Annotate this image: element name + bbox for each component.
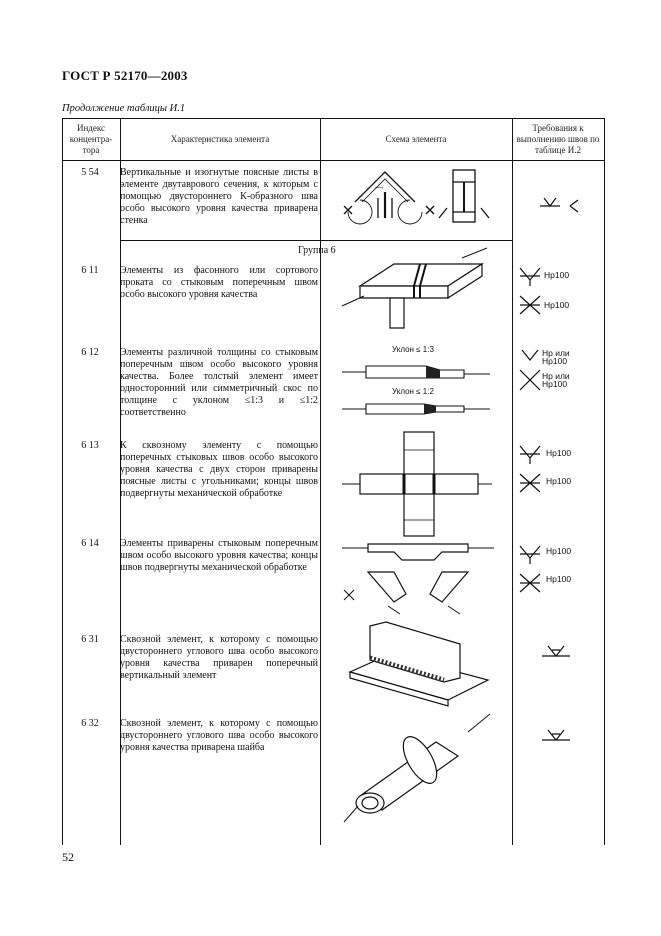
svg-text:—: — — [375, 183, 383, 192]
weld-label: Hp100 — [542, 379, 568, 389]
column-header-index: Индекс концентра-тора — [69, 123, 113, 155]
document-code: ГОСТ Р 52170—2003 — [62, 68, 188, 83]
weld-label: Hp100 — [544, 270, 570, 280]
row-index: 6 14 — [81, 538, 99, 549]
weld-symbol-5-54 — [530, 186, 600, 226]
row-description: Элементы из фасонного или сортового проката со стыковым поперечным швом особо высокого уровня качества — [120, 265, 318, 300]
scheme-6-14-diagram — [338, 530, 498, 620]
row-index: 6 13 — [81, 440, 99, 451]
row-description: Сквозной элемент, к которому с помощью двустороннего углового шва особо высокого уровня качества приварена шайба — [120, 718, 318, 753]
weld-label: Hp100 — [544, 300, 570, 310]
weld-symbol-6-31 — [540, 640, 580, 664]
weld-label: Hp100 — [546, 574, 572, 584]
weld-symbol-6-12 — [518, 344, 602, 394]
page-number: 52 — [62, 850, 74, 864]
weld-symbol-6-13 — [516, 440, 600, 500]
row-description: К сквозному элементу с помощью поперечных стыковых швов особо высокого уровня качества с двух сторон приварены поясные листы с угольниками; концы швов подвергнуты механической обработке — [120, 440, 318, 499]
group-label: Группа 6 — [298, 245, 336, 256]
row-index: 5 54 — [81, 167, 99, 178]
weld-symbol-6-11 — [516, 262, 600, 322]
weld-label: Hp100 — [542, 356, 568, 366]
weld-label: Hp или — [542, 348, 570, 358]
scheme-6-13-diagram — [342, 430, 492, 540]
slope-label: Уклон ≤ 1:2 — [392, 387, 434, 396]
weld-symbol-6-14 — [516, 540, 600, 600]
weld-label: Hp100 — [546, 546, 572, 556]
scheme-6-11-diagram — [342, 258, 492, 338]
weld-label: Hp100 — [546, 448, 572, 458]
weld-label: Hp100 — [546, 476, 572, 486]
scheme-6-32-diagram — [340, 710, 500, 820]
slope-label: Уклон ≤ 1:3 — [392, 345, 434, 354]
row-index: 6 12 — [81, 347, 99, 358]
column-header-requirements: Требования к выполнению швов по таблице И.2 — [516, 123, 600, 155]
weld-symbol-6-32 — [540, 724, 580, 748]
row-description: Элементы различной толщины со стыковым поперечным швом особо высокого уровня качества. Более толстый элемент имеет односторонний или симметричный скос по толщине с уклоном ≤1:3 и ≤1:2 соответственно — [120, 347, 318, 418]
weld-label: Hp или — [542, 371, 570, 381]
column-header-scheme: Схема элемента — [385, 134, 447, 144]
column-header-characteristic: Характеристика элемента — [170, 134, 270, 144]
table-continuation-caption: Продолжение таблицы И.1 — [62, 103, 186, 114]
row-index: 6 31 — [81, 634, 99, 645]
scheme-6-31-diagram — [340, 620, 490, 710]
scheme-6-12-diagram — [340, 342, 500, 422]
scheme-5-54-diagram — [340, 160, 480, 240]
row-description: Элементы приварены стыковым поперечным швом особо высокого уровня качества; концы швов подвергнуты механической обработке — [120, 538, 318, 573]
row-index: 6 32 — [81, 718, 99, 729]
row-index: 6 11 — [81, 265, 99, 276]
row-description: Сквозной элемент, к которому с помощью двустороннего углового шва особо высокого уровня качества приварен поперечный вертикальный элемент — [120, 634, 318, 681]
row-description: Вертикальные и изогнутые поясные листы в элементе двутаврового сечения, к которым с помощью двустороннего К-образного шва особо высокого уровня качества приварена стенка — [120, 167, 318, 226]
